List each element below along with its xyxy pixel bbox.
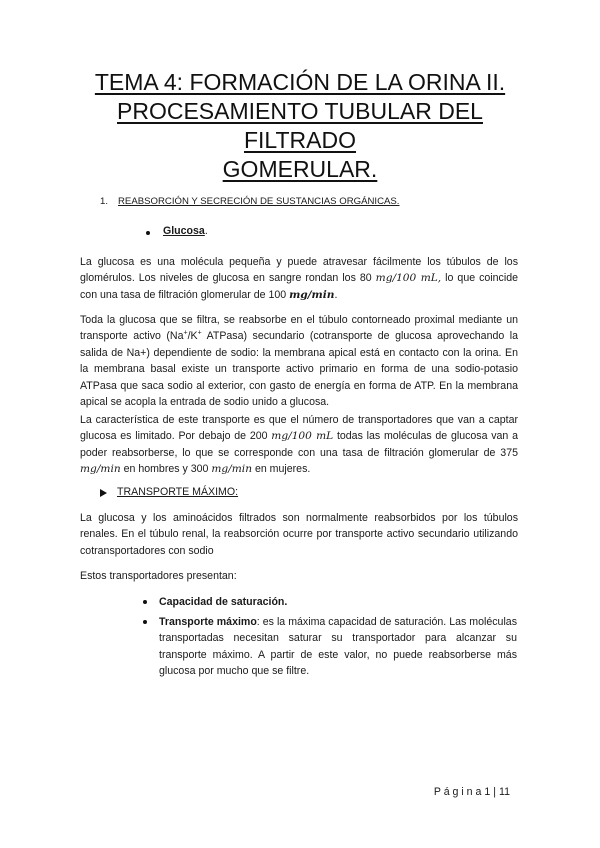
para1-text-3: . bbox=[334, 288, 338, 301]
para2-text-3: ATPasa) secundario (cotransporte de glucosa aprovechando la salida de Na+) dependiente de sodio: la membrana apical está en contacto con la orina. En la membrana basal existe un transporte activo primario en forma de una sodio-potasio ATPasa que saca sodio al exterior, con gasto de energía en forma de ATP. En la membrana apical se acopla la entrada de sodio unido a glucosa. bbox=[80, 330, 518, 409]
glucosa-label: Glucosa bbox=[163, 225, 205, 237]
para1-text-1: La glucosa es una molécula pequeña y puede atravesar fácilmente los túbulos de los glomérulos. Los niveles de glucosa en sangre rondan los 80 bbox=[80, 256, 518, 285]
para3-text-4: en mujeres. bbox=[252, 463, 311, 476]
para3-math-1: mg/100 mL bbox=[271, 430, 334, 443]
para3-math-3: mg/min bbox=[211, 463, 253, 476]
bullet-dot-icon bbox=[146, 231, 150, 235]
paragraph-3 bbox=[80, 412, 518, 478]
page-label: P á g i n a 1 bbox=[433, 786, 491, 798]
title-line-2: PROCESAMIENTO TUBULAR DEL FILTRADO bbox=[117, 98, 483, 153]
transporte-label: Transporte máximo bbox=[159, 616, 257, 628]
para2-sup-2: + bbox=[197, 329, 202, 337]
paragraph-5: Estos transportadores presentan: bbox=[80, 570, 237, 582]
para2-sup-1: + bbox=[183, 329, 188, 337]
arrow-bullet-icon bbox=[100, 489, 107, 497]
document-title bbox=[60, 68, 540, 184]
title-line-1: TEMA 4: FORMACIÓN DE LA ORINA II. bbox=[94, 69, 506, 95]
bullet-capacidad: Capacidad de saturación. bbox=[159, 596, 288, 608]
section-number: 1. bbox=[100, 196, 109, 207]
bullet-dot-icon bbox=[143, 620, 147, 624]
section-label: REABSORCIÓN Y SECRECIÓN DE SUSTANCIAS ORGÁNICAS. bbox=[118, 196, 400, 207]
title-line-3: GOMERULAR. bbox=[222, 156, 378, 182]
subsection-label: TRANSPORTE MÁXIMO: bbox=[117, 486, 239, 498]
bullet-transporte-maximo bbox=[159, 614, 517, 680]
para3-math-2: mg/min bbox=[80, 463, 121, 476]
paragraph-2 bbox=[80, 312, 518, 410]
footer-separator: | bbox=[493, 786, 496, 798]
paragraph-4: La glucosa y los aminoácidos filtrados son normalmente reabsorbidos por los túbulos renales. En el túbulo renal, la reabsorción ocurre por transporte activo secundario utilizando cotransportadores con sodio bbox=[80, 512, 518, 557]
transporte-text: : es la máxima capacidad de saturación. Las moléculas transportadas necesitan saturar su transportador para alcanzar su transporte máximo. A partir de este valor, no puede reabsorberse más glucosa por mucho que se filtre. bbox=[159, 616, 517, 678]
bullet-dot-icon bbox=[143, 600, 147, 604]
paragraph-1 bbox=[80, 254, 518, 303]
glucosa-suffix: . bbox=[204, 225, 208, 237]
para1-text-2: lo que coincide con una tasa de filtración glomerular de 100 bbox=[80, 272, 518, 301]
bullet-glucosa bbox=[163, 225, 208, 237]
para3-text-2: todas las moléculas de glucosa van a poder reabsorberse, lo que se corresponde con una tasa de filtración glomerular de 375 bbox=[80, 430, 518, 459]
page-footer bbox=[434, 786, 510, 798]
para1-math-1: mg/100 mL, bbox=[375, 272, 442, 285]
page-total: 11 bbox=[499, 786, 510, 798]
para1-math-2: mg/min bbox=[289, 288, 335, 301]
para2-text-2: /K bbox=[187, 330, 198, 343]
para3-text-3: en hombres y 300 bbox=[120, 463, 212, 476]
para3-text-1: La característica de este transporte es que el número de transportadores que van a captar glucosa es limitado. Por debajo de 200 bbox=[80, 414, 518, 443]
para2-text-1: Toda la glucosa que se filtra, se reabsorbe en el túbulo contorneado proximal mediante un transporte activo (Na bbox=[80, 314, 518, 343]
